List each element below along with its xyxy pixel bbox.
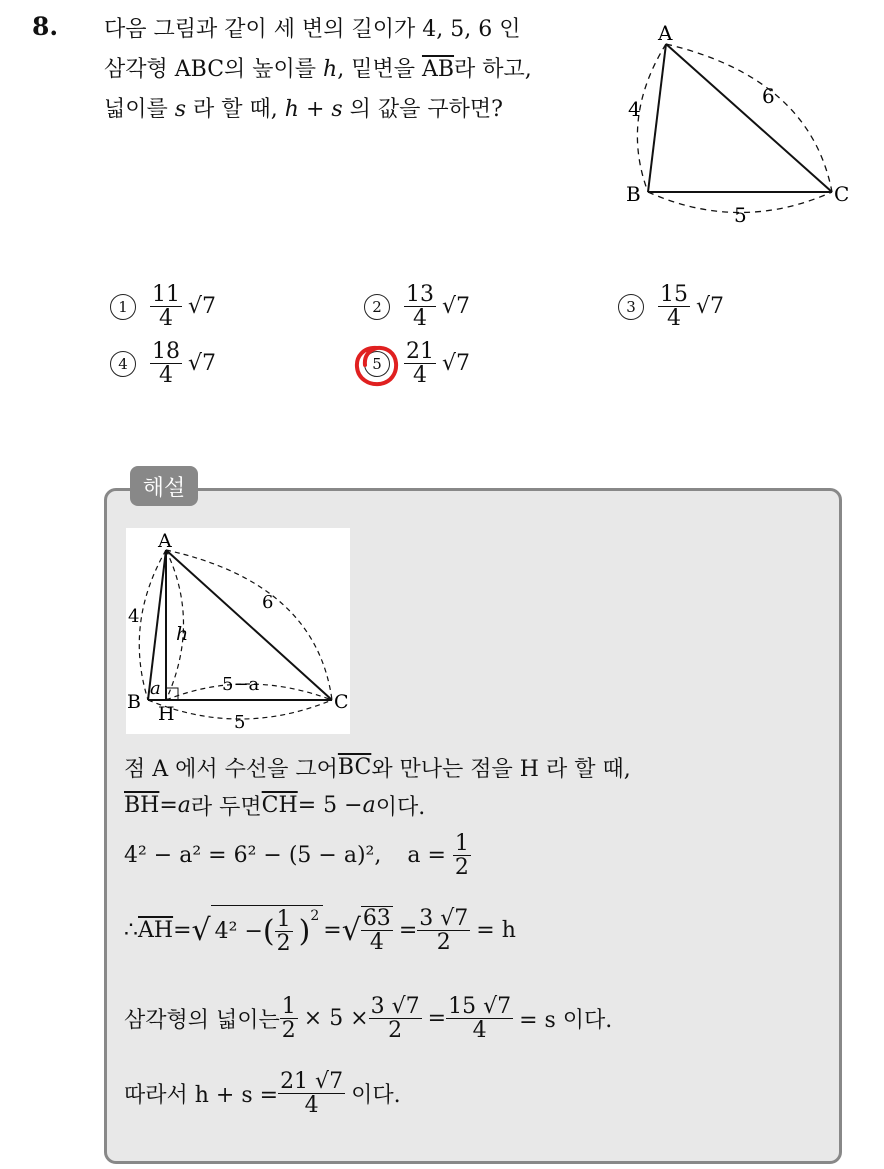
choice-root: √7 [696,294,725,320]
sol-side-6: 6 [262,592,274,613]
side-ab-label: 4 [628,97,641,121]
choice-fraction: $\frac{15}{4}$ [660,282,688,332]
solution-line-6: 따라서 h + s = $\frac{21 √7}{4}$ 이다. [124,1069,401,1119]
sol-side-5: 5 [234,712,246,733]
question-line-3: 넓이를 s 라 할 때, h + s 의 값을 구하면? [104,97,503,122]
choice-root: √7 [188,351,217,377]
choice-marker: 1 [110,294,136,320]
question-line-2: 삼각형 ABC의 높이를 h, 밑변을 $\overline{AB}$라 하고, [104,57,532,82]
choice-fraction: $\frac{21}{4}$ [406,339,434,389]
vertex-a-label: A [658,21,673,45]
question-number: 8. [32,12,59,41]
sol-side-4: 4 [128,606,140,627]
choice-1[interactable] [110,283,216,330]
solution-line-5: 삼각형의 넓이는 $\frac{1}{2}$ × 5 × $\frac{3 √7}{2}$ = $\frac{15 √7}{4}$ = s 이다. [124,994,613,1044]
choice-3[interactable] [618,283,724,330]
sol-foot-h: H [158,703,175,725]
solution-figure [126,528,350,734]
choice-root: √7 [442,351,471,377]
sol-a-label: a [150,678,161,699]
sol-vertex-c: C [334,691,349,713]
sol-height-label: h [176,623,189,645]
sol-vertex-b: B [127,691,141,713]
question-line-1: 다음 그림과 같이 세 변의 길이가 4, 5, 6 인 [104,17,521,42]
sol-vertex-a: A [158,530,172,552]
choice-4[interactable] [110,340,216,387]
sol-side-5a: 5−a [222,674,260,695]
solution-line-1: 점 A 에서 수선을 그어 $\overline{BC}$ 와 만나는 점을 H 라 할 때, [124,755,631,782]
choice-root: √7 [188,294,217,320]
choice-fraction: $\frac{13}{4}$ [406,282,434,332]
vertex-b-label: B [626,182,641,206]
choice-2[interactable] [364,283,470,330]
solution-line-3: 4² − a² = 6² − (5 − a)², a = $\frac{1}{2}$ [124,831,469,881]
side-ac-label: 6 [762,84,775,108]
choice-marker: 3 [618,294,644,320]
solution-line-2: $\overline{BH}$ = a 라 두면 $\overline{CH}$ = 5 − a 이다. [124,793,426,820]
solution-tab: 해설 [130,466,198,506]
answer-circle-mark [353,343,401,389]
choice-marker: 2 [364,294,390,320]
side-bc-label: 5 [734,203,747,227]
choice-root: √7 [442,294,471,320]
triangle-figure [610,18,860,228]
choice-marker: 5 [364,351,390,377]
solution-line-4: ∴ $\overline{AH}$ = √ 4² − ( $\frac{1}{2}$ ) $^2$ = √ $\frac{63}{4}$ = $\frac{3 √7}{2}$ = h [124,905,516,957]
choice-fraction: $\frac{11}{4}$ [152,282,180,332]
choice-marker: 4 [110,351,136,377]
vertex-c-label: C [834,182,850,206]
choice-fraction: $\frac{18}{4}$ [152,339,180,389]
